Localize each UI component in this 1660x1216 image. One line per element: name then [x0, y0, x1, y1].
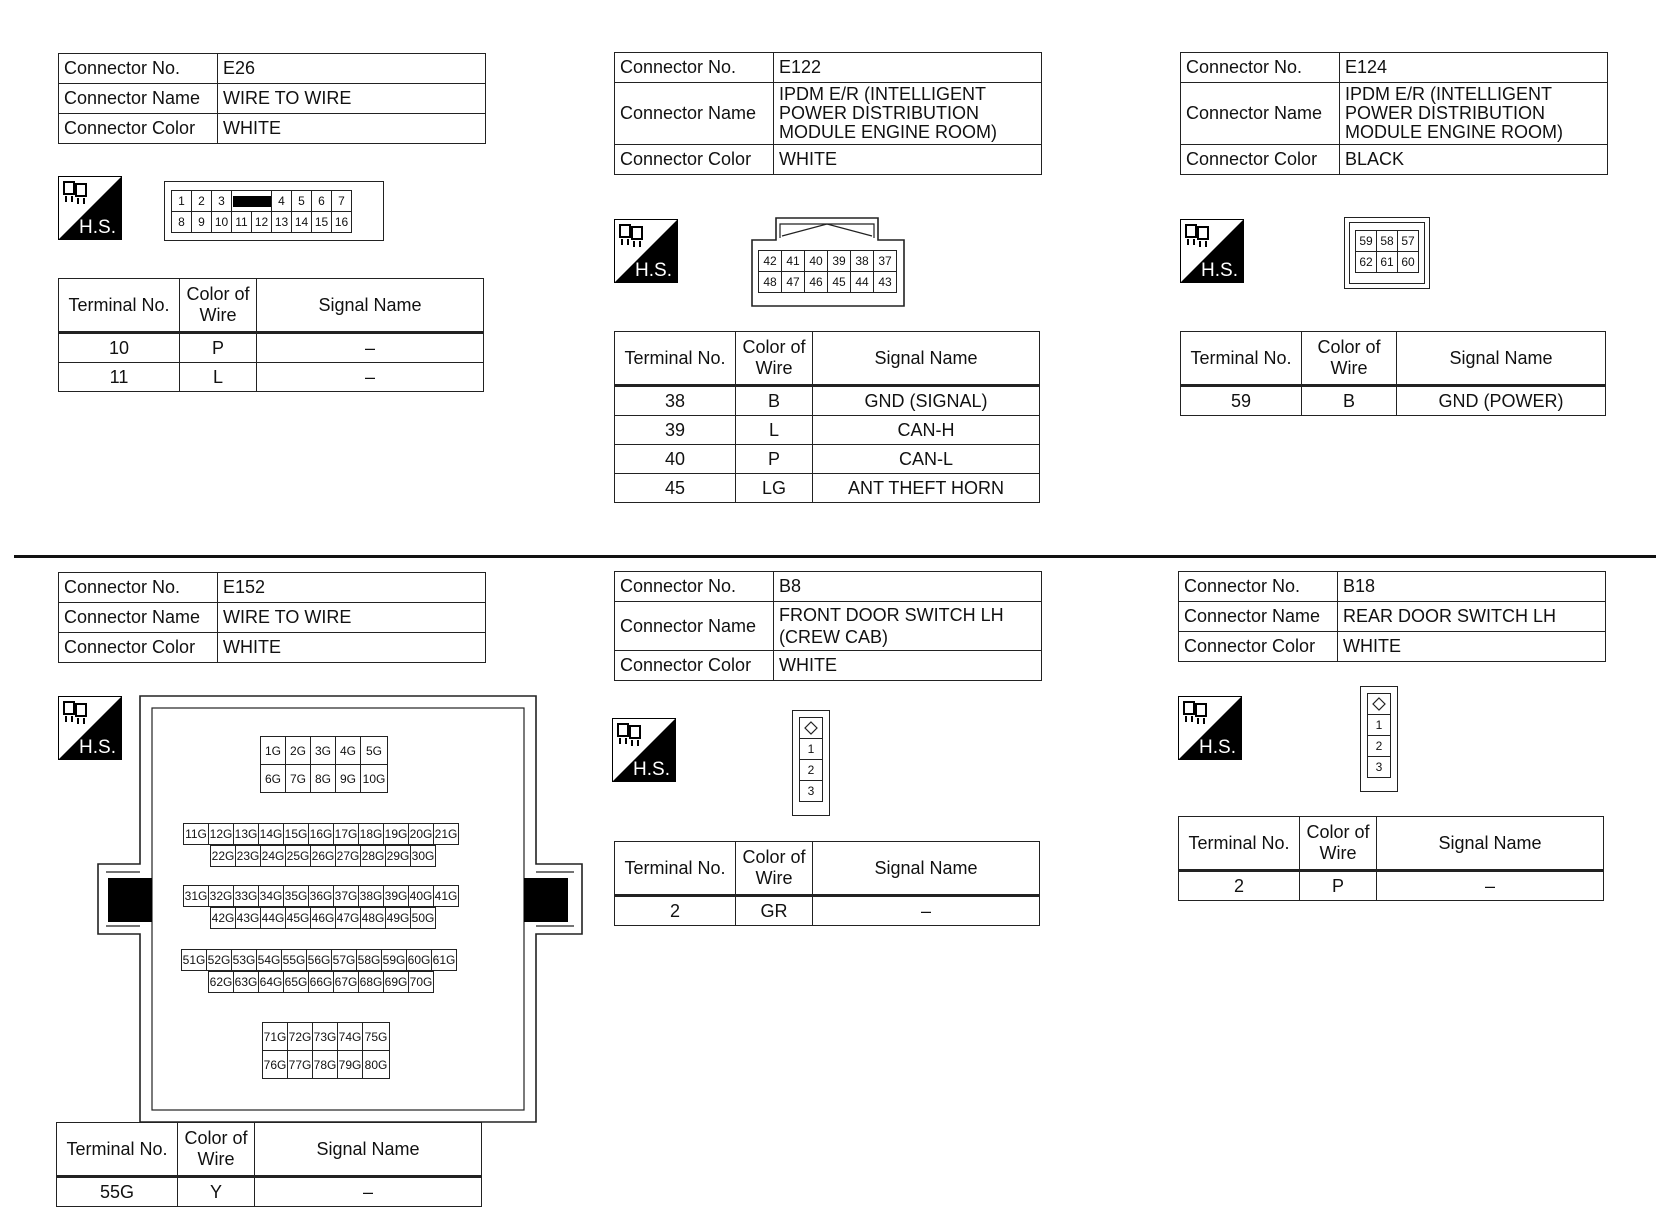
pin-grid-top [260, 736, 388, 793]
connector-name-value: WIRE TO WIRE [218, 84, 486, 114]
table-row [1179, 871, 1604, 901]
pin: 32G [209, 886, 234, 907]
pin: 39G [384, 886, 409, 907]
terminal-table-e124 [1180, 331, 1606, 416]
pin: 28G [361, 846, 386, 867]
pin: 49G [386, 908, 411, 929]
terminal-no-header: Terminal No. [57, 1123, 178, 1177]
pin: 18G [359, 824, 384, 845]
pin: 63G [234, 972, 259, 993]
connector-no-value: E124 [1340, 53, 1608, 83]
key-diamond-icon [800, 718, 823, 739]
wire-cell: LG [736, 474, 813, 503]
pin: 30G [411, 846, 436, 867]
terminal-no-header: Terminal No. [615, 332, 736, 386]
pin: 11 [232, 212, 252, 233]
svg-text:H.S.: H.S. [79, 737, 116, 758]
pin: 44 [851, 272, 874, 293]
pin-grid [758, 250, 897, 293]
pin: 23G [236, 846, 261, 867]
connector-color-value: WHITE [218, 114, 486, 144]
pin: 59G [382, 950, 407, 971]
pin: 50G [411, 908, 436, 929]
connector-color-label: Connector Color [615, 145, 774, 175]
pin: 68G [359, 972, 384, 993]
signal-name-header: Signal Name [1377, 817, 1604, 871]
terminal-cell: 10 [59, 333, 180, 363]
pin-grid-row-6 [208, 971, 434, 993]
connector-name-value: REAR DOOR SWITCH LH [1338, 602, 1606, 632]
connector-name-label: Connector Name [59, 603, 218, 633]
pin: 77G [288, 1051, 313, 1079]
terminal-cell: 38 [615, 386, 736, 416]
wire-cell: B [736, 386, 813, 416]
connector-color-label: Connector Color [1179, 632, 1338, 662]
terminal-table-e152 [56, 1122, 482, 1207]
pin: 37G [334, 886, 359, 907]
pin: 74G [338, 1023, 363, 1051]
pin-grid-row-4 [210, 907, 436, 929]
pin: 38 [851, 251, 874, 272]
connector-info-table [1180, 52, 1608, 175]
pin: 78G [313, 1051, 338, 1079]
pin: 34G [259, 886, 284, 907]
connector-face-e124 [1344, 217, 1430, 289]
connector-face-b18 [1360, 686, 1398, 792]
pin: 52G [207, 950, 232, 971]
signal-name-header: Signal Name [813, 842, 1040, 896]
pin: 3 [800, 781, 823, 802]
pin: 4 [272, 191, 292, 212]
connector-name-label: Connector Name [59, 84, 218, 114]
connector-name-value: FRONT DOOR SWITCH LH (CREW CAB) [774, 602, 1042, 651]
wire-color-header: Color of Wire [736, 842, 813, 896]
pin: 75G [363, 1023, 390, 1051]
pin: 2 [1368, 736, 1391, 757]
pin: 9G [336, 765, 361, 793]
pin: 13G [234, 824, 259, 845]
pin: 64G [259, 972, 284, 993]
svg-text:H.S.: H.S. [633, 759, 670, 780]
connector-name-label: Connector Name [615, 83, 774, 145]
connector-info-table [58, 572, 486, 663]
connector-no-value: E152 [218, 573, 486, 603]
pin: 61G [432, 950, 457, 971]
pin: 4G [336, 737, 361, 765]
pin: 21G [434, 824, 459, 845]
pin: 42G [211, 908, 236, 929]
pin: 79G [338, 1051, 363, 1079]
terminal-table-b18 [1178, 816, 1604, 901]
connector-color-label: Connector Color [59, 633, 218, 663]
key-diamond-icon [1368, 694, 1391, 715]
pin: 45G [286, 908, 311, 929]
harness-side-icon [58, 176, 122, 240]
pin: 5G [361, 737, 388, 765]
connector-info-table [58, 53, 486, 144]
pin: 76G [263, 1051, 288, 1079]
connector-no-label: Connector No. [59, 573, 218, 603]
terminal-cell: 45 [615, 474, 736, 503]
signal-cell: – [257, 363, 484, 392]
pin: 27G [336, 846, 361, 867]
pin: 15 [312, 212, 332, 233]
pin: 16G [309, 824, 334, 845]
pin-grid-bottom [262, 1022, 390, 1079]
signal-cell: – [257, 333, 484, 363]
pin: 20G [409, 824, 434, 845]
pin: 29G [386, 846, 411, 867]
terminal-no-header: Terminal No. [59, 279, 180, 333]
pin: 19G [384, 824, 409, 845]
pin: 7 [332, 191, 352, 212]
pin: 7G [286, 765, 311, 793]
pin: 72G [288, 1023, 313, 1051]
harness-side-icon [1178, 696, 1242, 760]
table-row [59, 363, 484, 392]
terminal-cell: 11 [59, 363, 180, 392]
pin-grid [799, 717, 823, 802]
terminal-table-e26 [58, 278, 484, 392]
pin: 48G [361, 908, 386, 929]
wire-cell: Y [178, 1177, 255, 1207]
connector-color-label: Connector Color [59, 114, 218, 144]
pin: 43 [874, 272, 897, 293]
pin: 12G [209, 824, 234, 845]
connector-face-b8 [792, 710, 830, 816]
harness-side-icon [614, 219, 678, 283]
pin: 48 [759, 272, 782, 293]
pin: 15G [284, 824, 309, 845]
pin: 58 [1377, 231, 1398, 252]
pin: 14 [292, 212, 312, 233]
terminal-no-header: Terminal No. [1181, 332, 1302, 386]
wire-cell: P [180, 333, 257, 363]
pin: 36G [309, 886, 334, 907]
pin: 10 [212, 212, 232, 233]
wire-cell: GR [736, 896, 813, 926]
pin: 47G [336, 908, 361, 929]
pin: 69G [384, 972, 409, 993]
connector-color-value: WHITE [774, 651, 1042, 681]
pin: 13 [272, 212, 292, 233]
pin: 44G [261, 908, 286, 929]
connector-no-value: E122 [774, 53, 1042, 83]
svg-text:H.S.: H.S. [1201, 260, 1238, 281]
connector-name-value: WIRE TO WIRE [218, 603, 486, 633]
connector-color-value: WHITE [218, 633, 486, 663]
table-row [57, 1177, 482, 1207]
pin: 40 [805, 251, 828, 272]
pin: 55G [282, 950, 307, 971]
pin: 43G [236, 908, 261, 929]
pin: 6 [312, 191, 332, 212]
connector-color-label: Connector Color [1181, 145, 1340, 175]
pin: 8G [311, 765, 336, 793]
pin: 8 [172, 212, 192, 233]
wire-color-header: Color of Wire [736, 332, 813, 386]
terminal-cell: 59 [1181, 386, 1302, 416]
pin: 66G [309, 972, 334, 993]
pin: 33G [234, 886, 259, 907]
pin: 53G [232, 950, 257, 971]
pin: 22G [211, 846, 236, 867]
connector-e152 [58, 572, 486, 663]
pin: 35G [284, 886, 309, 907]
signal-cell: CAN-H [813, 416, 1040, 445]
wire-color-header: Color of Wire [178, 1123, 255, 1177]
connector-no-label: Connector No. [615, 53, 774, 83]
signal-cell: – [813, 896, 1040, 926]
wire-color-header: Color of Wire [1302, 332, 1397, 386]
pin: 2G [286, 737, 311, 765]
pin: 60G [407, 950, 432, 971]
table-row [615, 474, 1040, 503]
connector-name-label: Connector Name [1181, 83, 1340, 145]
table-row [59, 333, 484, 363]
pin: 12 [252, 212, 272, 233]
connector-color-value: BLACK [1340, 145, 1608, 175]
terminal-no-header: Terminal No. [615, 842, 736, 896]
pin-grid-row-2 [210, 845, 436, 867]
wire-cell: B [1302, 386, 1397, 416]
pin: 46 [805, 272, 828, 293]
pin: 70G [409, 972, 434, 993]
wire-color-header: Color of Wire [180, 279, 257, 333]
pin: 11G [184, 824, 209, 845]
connector-b8 [614, 571, 1042, 681]
connector-color-value: WHITE [1338, 632, 1606, 662]
pin: 24G [261, 846, 286, 867]
terminal-cell: 39 [615, 416, 736, 445]
terminal-cell: 40 [615, 445, 736, 474]
terminal-table-b8 [614, 841, 1040, 926]
terminal-cell: 55G [57, 1177, 178, 1207]
connector-info-table [614, 52, 1042, 175]
table-row [615, 386, 1040, 416]
pin-grid-row-1 [183, 823, 459, 845]
pin: 60 [1398, 252, 1419, 273]
wire-color-header: Color of Wire [1300, 817, 1377, 871]
pin: 56G [307, 950, 332, 971]
connector-e122 [614, 52, 1042, 175]
connector-info-table [614, 571, 1042, 681]
table-row [615, 445, 1040, 474]
signal-cell: ANT THEFT HORN [813, 474, 1040, 503]
pin: 62 [1356, 252, 1377, 273]
connector-info-table [1178, 571, 1606, 662]
table-row [1181, 386, 1606, 416]
pin: 65G [284, 972, 309, 993]
connector-face-e26 [164, 181, 384, 241]
pin: 2 [192, 191, 212, 212]
pin: 54G [257, 950, 282, 971]
signal-name-header: Signal Name [813, 332, 1040, 386]
pin: 59 [1356, 231, 1377, 252]
connector-e124 [1180, 52, 1608, 175]
signal-cell: CAN-L [813, 445, 1040, 474]
wire-cell: L [736, 416, 813, 445]
pin: 1 [800, 739, 823, 760]
signal-name-header: Signal Name [1397, 332, 1606, 386]
pin-grid [1367, 693, 1391, 778]
connector-e26 [58, 53, 486, 144]
pin-grid [1355, 230, 1419, 273]
pin: 17G [334, 824, 359, 845]
section-divider [14, 555, 1656, 558]
connector-name-value: IPDM E/R (INTELLIGENT POWER DISTRIBUTION MODULE ENGINE ROOM) [774, 83, 1042, 145]
connector-no-label: Connector No. [59, 54, 218, 84]
connector-name-label: Connector Name [615, 602, 774, 651]
harness-side-icon [1180, 219, 1244, 283]
pin: 42 [759, 251, 782, 272]
signal-name-header: Signal Name [257, 279, 484, 333]
pin: 41G [434, 886, 459, 907]
pin: 62G [209, 972, 234, 993]
pin: 51G [182, 950, 207, 971]
connector-name-label: Connector Name [1179, 602, 1338, 632]
pin-grid [171, 190, 352, 233]
pin: 3 [1368, 757, 1391, 778]
connector-no-value: B18 [1338, 572, 1606, 602]
connector-no-value: E26 [218, 54, 486, 84]
signal-cell: GND (POWER) [1397, 386, 1606, 416]
pin: 6G [261, 765, 286, 793]
table-row [615, 896, 1040, 926]
connector-no-value: B8 [774, 572, 1042, 602]
terminal-no-header: Terminal No. [1179, 817, 1300, 871]
harness-side-icon [612, 718, 676, 782]
connector-no-label: Connector No. [615, 572, 774, 602]
pin: 41 [782, 251, 805, 272]
svg-text:H.S.: H.S. [635, 260, 672, 281]
pin: 57G [332, 950, 357, 971]
pin: 47 [782, 272, 805, 293]
signal-cell: – [255, 1177, 482, 1207]
pin: 31G [184, 886, 209, 907]
pin: 2 [800, 760, 823, 781]
pin: 40G [409, 886, 434, 907]
pin-grid-row-5 [181, 949, 457, 971]
terminal-cell: 2 [615, 896, 736, 926]
signal-cell: – [1377, 871, 1604, 901]
svg-text:H.S.: H.S. [79, 217, 116, 238]
connector-name-value: IPDM E/R (INTELLIGENT POWER DISTRIBUTION MODULE ENGINE ROOM) [1340, 83, 1608, 145]
pin: 57 [1398, 231, 1419, 252]
signal-name-header: Signal Name [255, 1123, 482, 1177]
pin: 71G [263, 1023, 288, 1051]
pin-grid-row-3 [183, 885, 459, 907]
pin: 80G [363, 1051, 390, 1079]
pin: 67G [334, 972, 359, 993]
pin: 25G [286, 846, 311, 867]
pin: 5 [292, 191, 312, 212]
pin: 1 [1368, 715, 1391, 736]
key-slot [232, 191, 272, 212]
pin: 3G [311, 737, 336, 765]
terminal-cell: 2 [1179, 871, 1300, 901]
pin: 45 [828, 272, 851, 293]
pin: 26G [311, 846, 336, 867]
pin: 14G [259, 824, 284, 845]
pin: 61 [1377, 252, 1398, 273]
pin: 39 [828, 251, 851, 272]
pin: 16 [332, 212, 352, 233]
connector-no-label: Connector No. [1179, 572, 1338, 602]
pin: 73G [313, 1023, 338, 1051]
svg-text:H.S.: H.S. [1199, 737, 1236, 758]
wire-cell: P [736, 445, 813, 474]
pin: 38G [359, 886, 384, 907]
terminal-table-e122 [614, 331, 1040, 503]
connector-color-value: WHITE [774, 145, 1042, 175]
pin: 10G [361, 765, 388, 793]
pin: 37 [874, 251, 897, 272]
signal-cell: GND (SIGNAL) [813, 386, 1040, 416]
pin: 58G [357, 950, 382, 971]
connector-no-label: Connector No. [1181, 53, 1340, 83]
table-row [615, 416, 1040, 445]
wire-cell: L [180, 363, 257, 392]
pin: 9 [192, 212, 212, 233]
pin: 1G [261, 737, 286, 765]
connector-color-label: Connector Color [615, 651, 774, 681]
wire-cell: P [1300, 871, 1377, 901]
pin: 3 [212, 191, 232, 212]
connector-b18 [1178, 571, 1606, 662]
pin: 1 [172, 191, 192, 212]
pin: 46G [311, 908, 336, 929]
